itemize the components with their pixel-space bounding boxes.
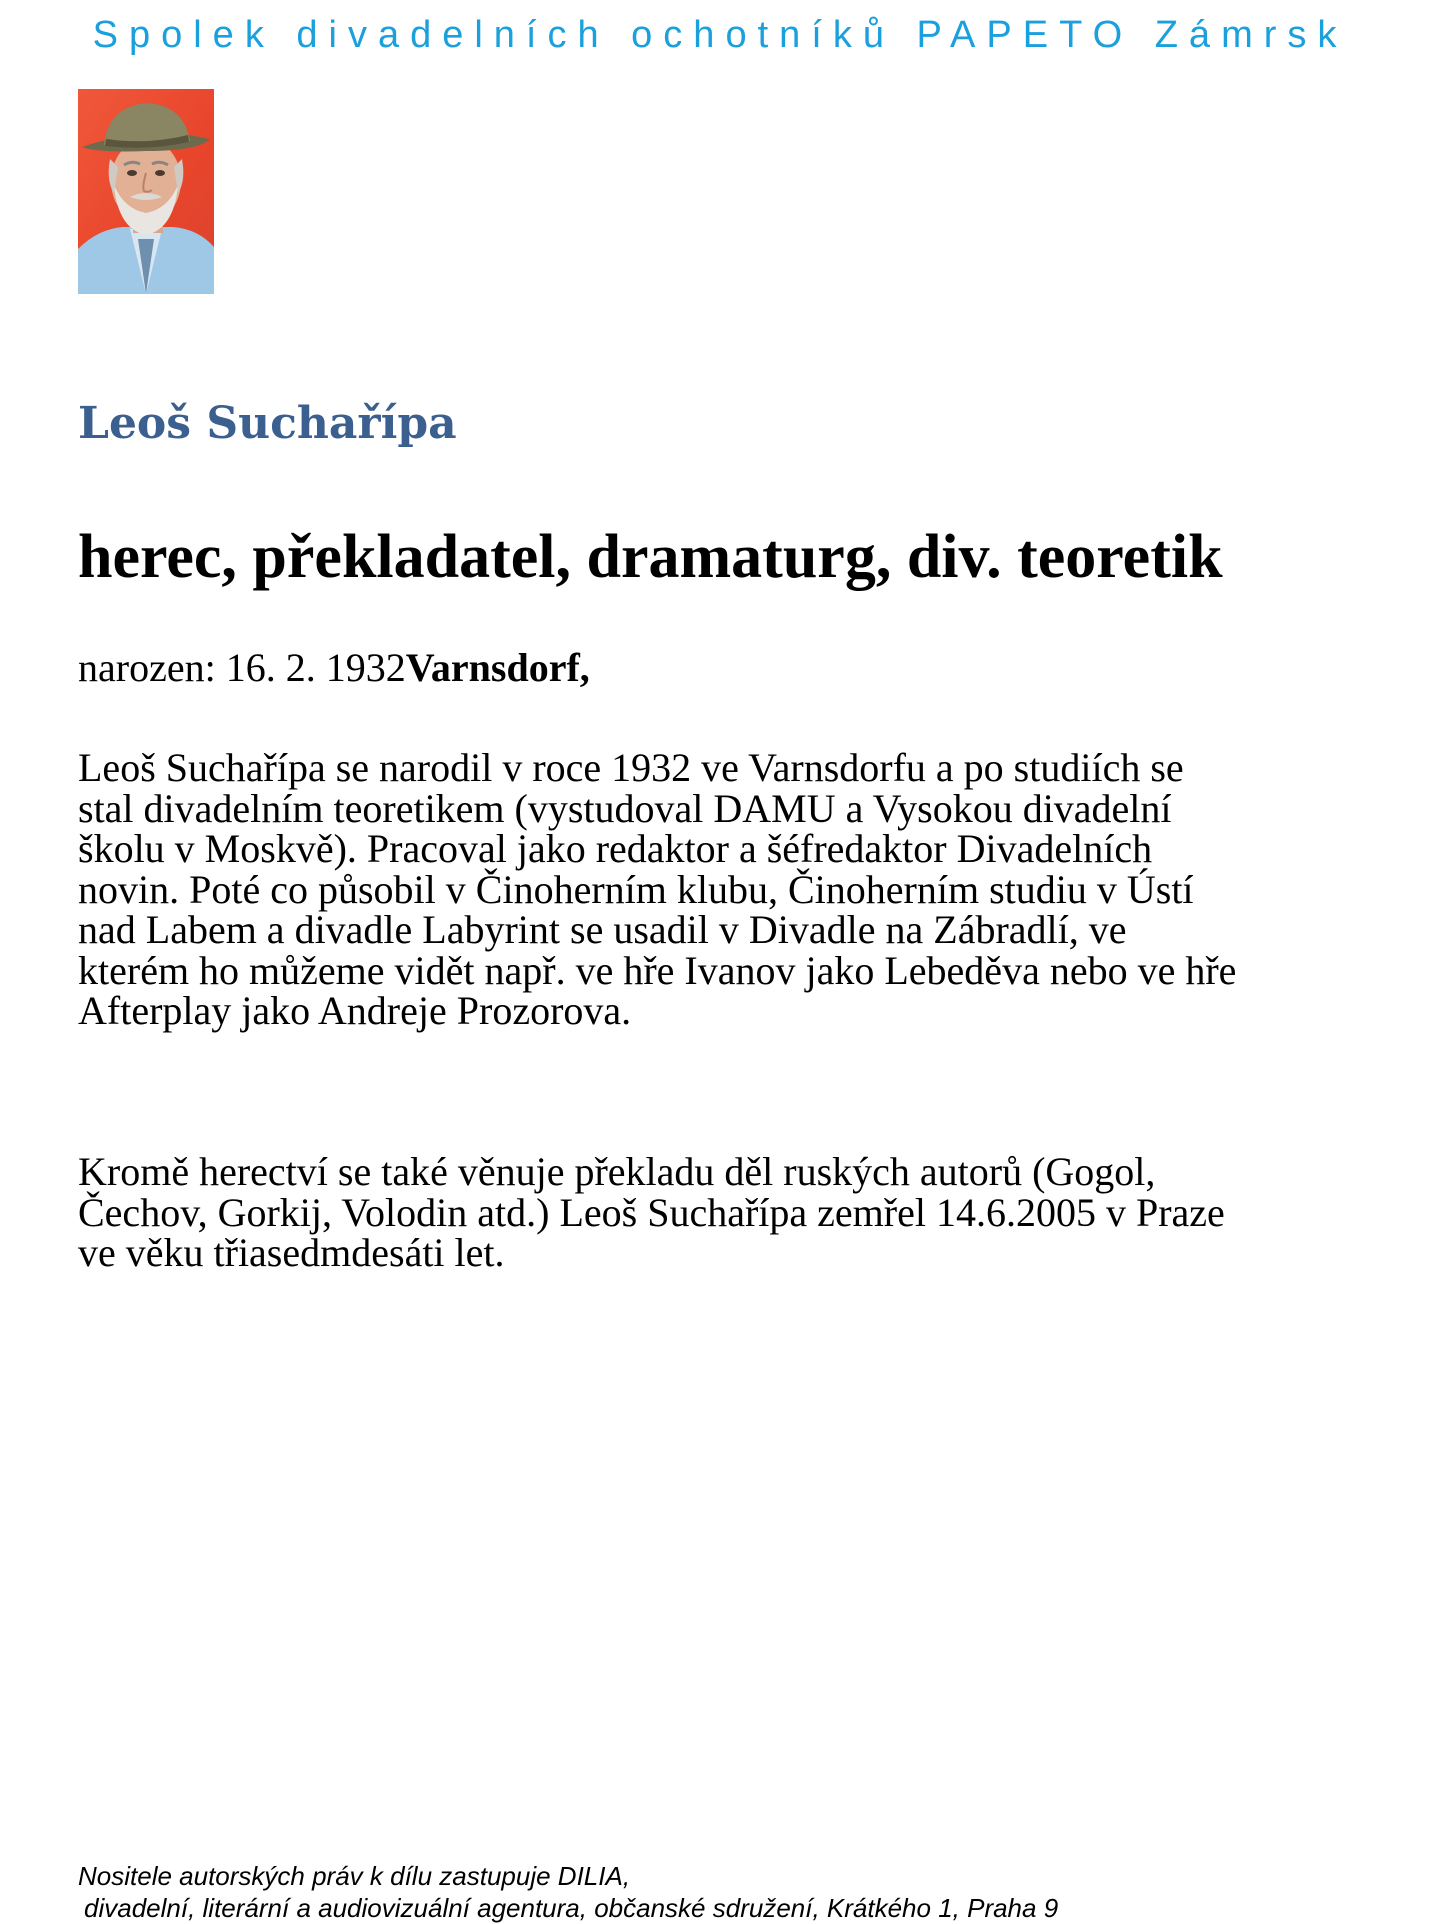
footer-line-1: Nositele autorských práv k dílu zastupuje DILIA, <box>78 1861 631 1891</box>
birth-place: Varnsdorf, <box>405 645 590 690</box>
person-profession: herec, překladatel, dramaturg, div. teoretik <box>78 523 1223 591</box>
bio-paragraph-2 <box>78 1149 1378 1275</box>
bio-line: školu v Moskvě). Pracoval jako redaktor a šéfredaktor Divadelních <box>78 826 1153 871</box>
bio-paragraph-1 <box>78 745 1378 1033</box>
header-title: Spolek divadelních ochotníků PAPETO Zámrsk <box>92 14 1348 56</box>
bio-line: ve věku třiasedmdesáti let. <box>78 1230 505 1275</box>
bio-line: Kromě herectví se také věnuje překladu děl ruských autorů (Gogol, <box>78 1149 1156 1194</box>
bio-line: Čechov, Gorkij, Volodin atd.) Leoš Suchařípa zemřel 14.6.2005 v Praze <box>78 1189 1225 1235</box>
bio-line: nad Labem a divadle Labyrint se usadil v Divadle na Zábradlí, ve <box>78 907 1127 952</box>
person-name: Leoš Suchařípa <box>78 398 457 449</box>
footer-rights-notice <box>78 1860 1058 1924</box>
portrait-photo <box>78 89 214 294</box>
birth-info <box>78 644 590 691</box>
footer-line-2: divadelní, literární a audiovizuální agentura, občanské sdružení, Krátkého 1, Praha 9 <box>84 1893 1059 1923</box>
bio-line: Leoš Suchařípa se narodil v roce 1932 ve Varnsdorfu a po studiích se <box>78 745 1184 790</box>
bio-line: novin. Poté co působil v Činoherním klubu, Činoherním studiu v Ústí <box>78 866 1194 912</box>
bio-line: Afterplay jako Andreje Prozorova. <box>78 988 632 1033</box>
bio-line: stal divadelním teoretikem (vystudoval DAMU a Vysokou divadelní <box>78 785 1172 831</box>
bio-line: kterém ho můžeme vidět např. ve hře Ivanov jako Lebeděva nebo ve hře <box>78 947 1237 993</box>
birth-date: narozen: 16. 2. 1932 <box>78 645 406 690</box>
